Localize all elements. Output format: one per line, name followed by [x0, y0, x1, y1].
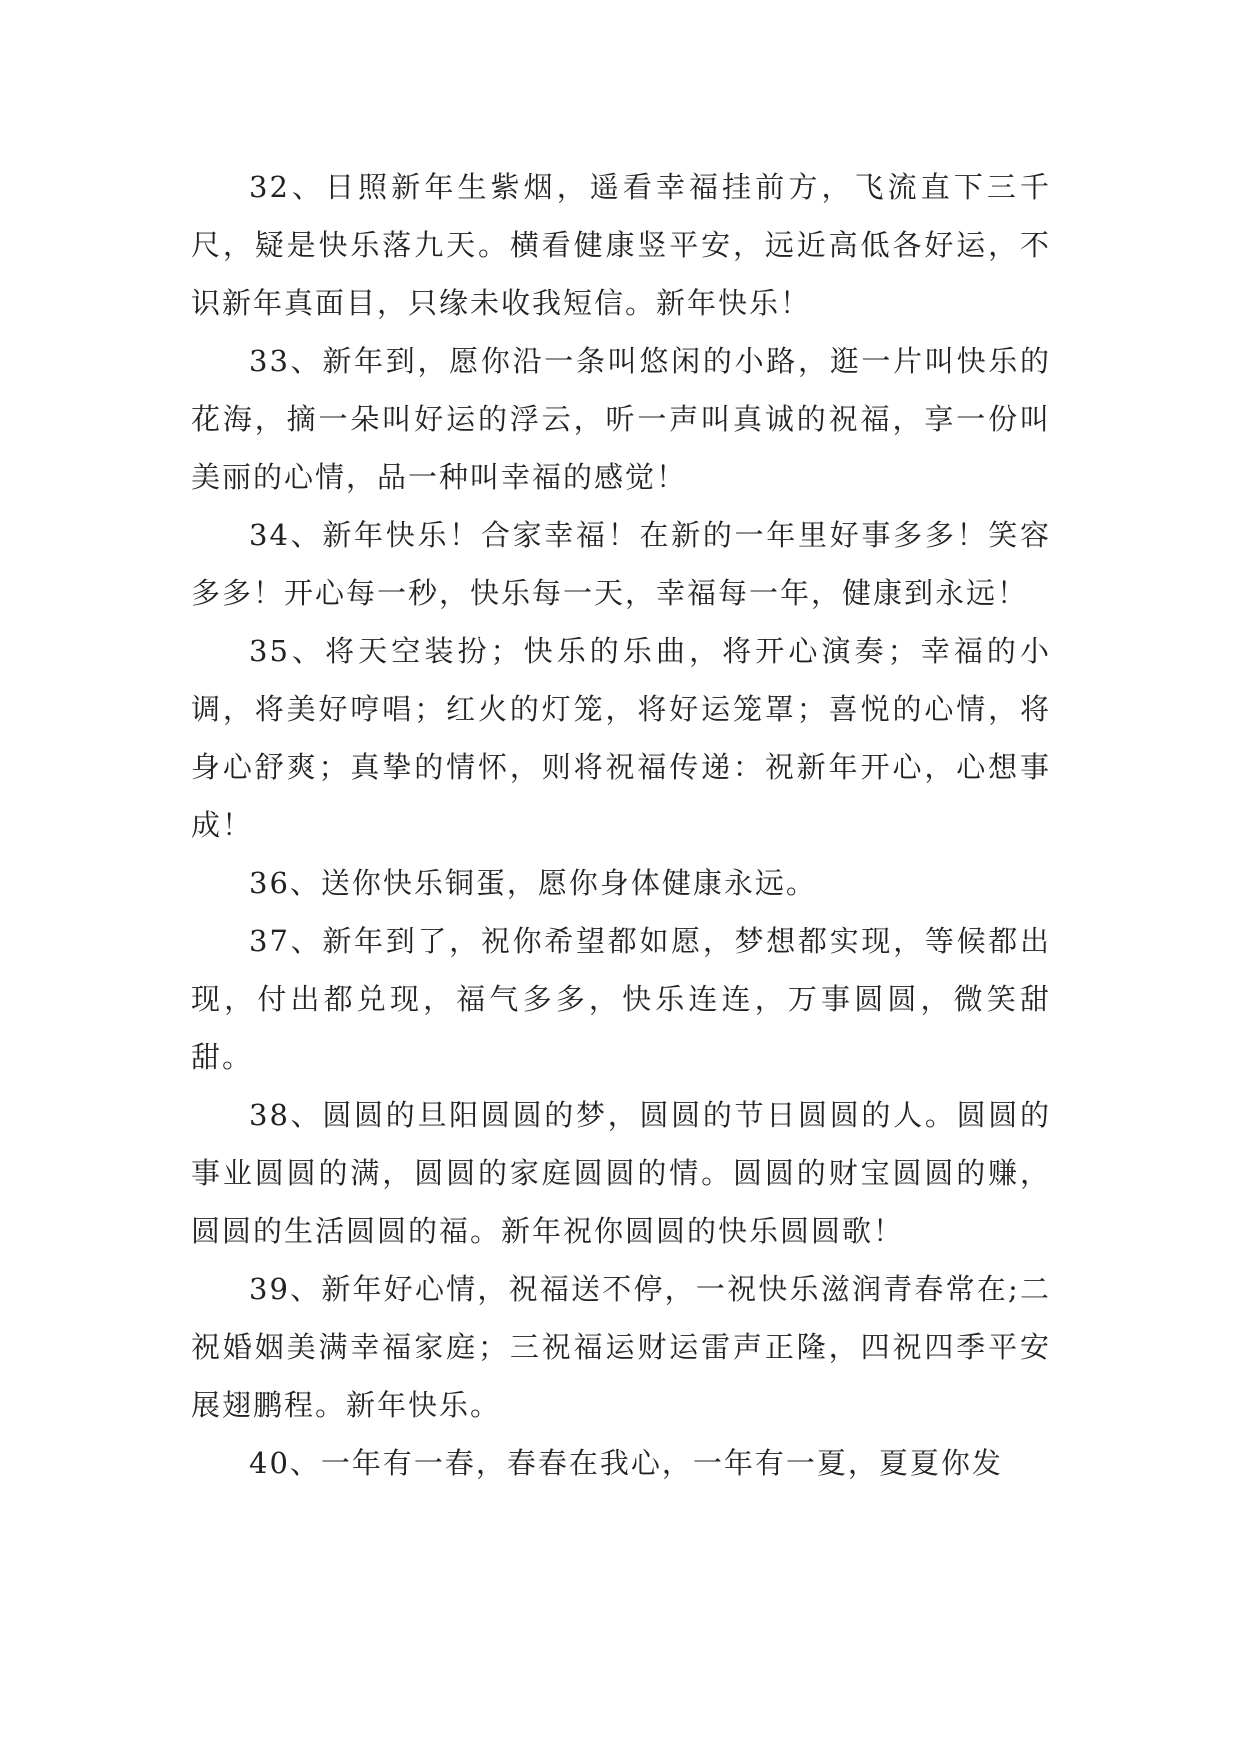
paragraph-40: 40、一年有一春，春春在我心，一年有一夏，夏夏你发	[249, 1446, 1003, 1480]
paragraph-39: 39、新年好心情，祝福送不停，一祝快乐滋润青春常在;二祝婚姻美满幸福家庭；三祝福运财运雷声正隆，四祝四季平安展翅鹏程。新年快乐。	[191, 1272, 1051, 1422]
paragraph-32: 32、日照新年生紫烟，遥看幸福挂前方，飞流直下三千尺，疑是快乐落九天。横看健康竖平安，远近高低各好运，不识新年真面目，只缘未收我短信。新年快乐！	[191, 170, 1051, 320]
paragraph-37: 37、新年到了，祝你希望都如愿，梦想都实现，等候都出现，付出都兑现，福气多多，快乐连连，万事圆圆，微笑甜甜。	[191, 924, 1051, 1074]
paragraph-35: 35、将天空装扮；快乐的乐曲，将开心演奏；幸福的小调，将美好哼唱；红火的灯笼，将好运笼罩；喜悦的心情，将身心舒爽；真挚的情怀，则将祝福传递：祝新年开心，心想事成！	[191, 634, 1051, 842]
document-body	[191, 158, 1051, 1492]
paragraph-34: 34、新年快乐！合家幸福！在新的一年里好事多多！笑容多多！开心每一秒，快乐每一天，幸福每一年，健康到永远！	[191, 518, 1051, 610]
paragraph-38: 38、圆圆的旦阳圆圆的梦，圆圆的节日圆圆的人。圆圆的事业圆圆的满，圆圆的家庭圆圆的情。圆圆的财宝圆圆的赚，圆圆的生活圆圆的福。新年祝你圆圆的快乐圆圆歌！	[191, 1098, 1051, 1248]
paragraph-33: 33、新年到，愿你沿一条叫悠闲的小路，逛一片叫快乐的花海，摘一朵叫好运的浮云，听一声叫真诚的祝福，享一份叫美丽的心情，品一种叫幸福的感觉！	[191, 344, 1051, 494]
paragraph-36: 36、送你快乐铜蛋，愿你身体健康永远。	[249, 866, 817, 900]
